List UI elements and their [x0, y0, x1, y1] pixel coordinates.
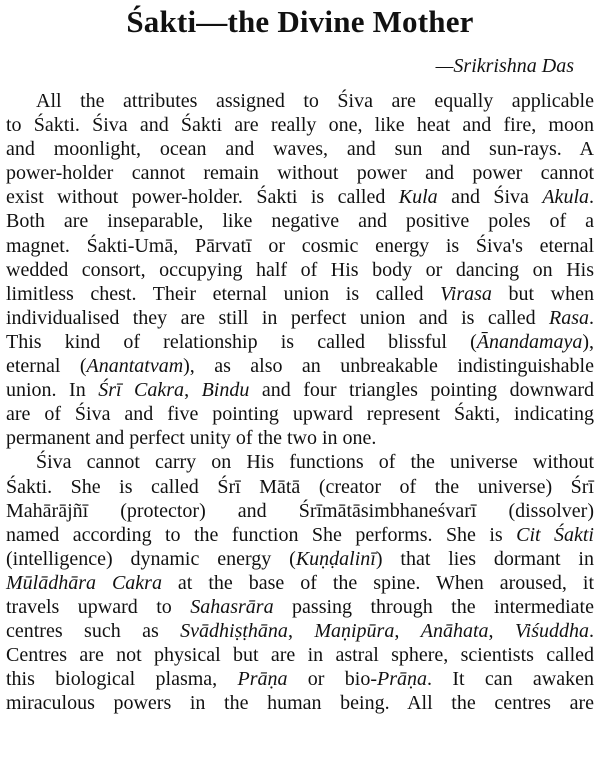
text-run: at the base of the spine. When aroused, it: [161, 571, 595, 594]
text-run: centres such as: [6, 620, 181, 643]
text-run: All the attributes assigned to Śiva are equally applicable: [36, 90, 594, 112]
text-run: power-holder cannot remain without power and power cannot: [6, 162, 594, 185]
text-line: [6, 523, 594, 547]
text-line: [6, 89, 594, 113]
text-run: limitless chest. Their eternal union is called: [6, 282, 441, 305]
italic-term: Svādhiṣṭhāna: [180, 620, 288, 643]
text-line: [6, 475, 594, 499]
paragraph: [6, 89, 594, 450]
text-run: but when: [491, 282, 594, 305]
italic-term: Ānandamaya: [476, 330, 583, 353]
text-line: [6, 282, 594, 306]
text-line: [6, 571, 594, 595]
text-run: ,: [287, 620, 315, 643]
text-run: ,: [394, 620, 421, 643]
text-line: [6, 643, 594, 667]
text-run: are of Śiva and five pointing upward represent Śakti, indicating: [6, 403, 594, 426]
text-line: [6, 234, 594, 258]
italic-term: Kuṇḍalinī: [295, 547, 376, 570]
text-run: wedded consort, occupying half of His body or dancing on His: [6, 258, 594, 281]
text-run: eternal (: [6, 355, 87, 378]
text-run: . It can awaken: [427, 668, 594, 691]
text-line: [6, 619, 594, 643]
text-line: [6, 330, 594, 354]
italic-term: Maṇipūra: [314, 620, 395, 643]
italic-term: Anantatvam: [86, 355, 184, 378]
page-title: Śakti—the Divine Mother: [126, 4, 474, 39]
text-run: individualised they are still in perfect union and is called: [6, 306, 549, 329]
text-line: [6, 691, 594, 715]
text-line: [6, 258, 594, 282]
text-run: miraculous powers in the human being. All the centres are: [6, 692, 594, 715]
italic-term: Cit Śakti: [516, 523, 594, 546]
paragraph: [6, 450, 594, 715]
text-run: Śakti. She is called Śrī Mātā (creator of the universe) Śrī: [6, 475, 594, 498]
text-line: [6, 450, 594, 474]
text-run: (intelligence) dynamic energy (: [6, 547, 296, 570]
text-line: [6, 547, 594, 571]
text-run: and moonlight, ocean and waves, and sun and sun-rays. A: [6, 138, 594, 161]
text-line: [6, 209, 594, 233]
text-run: ,: [488, 620, 515, 643]
text-line: [6, 185, 594, 209]
italic-term: Virasa: [440, 282, 492, 305]
text-line: [6, 499, 594, 523]
author-byline: —Srikrishna Das: [435, 55, 574, 77]
italic-term: Akula: [542, 186, 589, 209]
text-line: [6, 306, 594, 330]
text-run: exist without power-holder. Śakti is called: [6, 186, 399, 209]
text-run: ), as also an unbreakable indistinguishable: [183, 355, 594, 378]
text-run: .: [589, 620, 595, 643]
text-run: .: [589, 186, 594, 209]
text-line: [6, 667, 594, 691]
text-line: [6, 137, 594, 161]
italic-term: Kula: [398, 186, 438, 209]
text-line: [6, 426, 594, 450]
text-run: passing through the intermediate: [273, 595, 594, 618]
text-run: permanent and perfect unity of the two in one.: [6, 427, 377, 450]
text-line: [6, 402, 594, 426]
text-run: .: [589, 306, 594, 329]
text-run: or bio-: [287, 668, 377, 691]
text-run: named according to the function She performs. She is: [6, 523, 517, 546]
italic-term: Prāṇa: [237, 668, 288, 691]
text-run: and Śiva: [437, 186, 543, 209]
text-line: [6, 378, 594, 402]
text-run: to Śakti. Śiva and Śakti are really one, like heat and fire, moon: [6, 114, 594, 137]
text-run: ,: [184, 379, 202, 402]
article-body: [6, 89, 594, 715]
italic-term: Prāṇa: [377, 668, 427, 691]
text-run: Mahārājñī (protector) and Śrīmātāsimbhaneśvarī (dissolver): [6, 499, 594, 522]
text-run: Centres are not physical but are in astral sphere, scientists called: [6, 644, 594, 667]
text-line: [6, 595, 594, 619]
italic-term: Viśuddha: [514, 620, 590, 643]
text-line: [6, 113, 594, 137]
italic-term: Mūlādhāra Cakra: [6, 571, 162, 594]
text-run: This kind of relationship is called blissful (: [6, 330, 477, 353]
italic-term: Bindu: [201, 379, 250, 402]
text-run: ) that lies dormant in: [375, 547, 594, 570]
text-line: [6, 354, 594, 378]
text-line: [6, 161, 594, 185]
italic-term: Śrī Cakra: [98, 379, 185, 402]
text-run: Śiva cannot carry on His functions of the universe without: [36, 451, 594, 474]
italic-term: Sahasrāra: [190, 595, 274, 618]
text-run: ),: [582, 330, 594, 353]
text-run: this biological plasma,: [6, 668, 238, 691]
text-run: magnet. Śakti-Umā, Pārvatī or cosmic energy is Śiva's eternal: [6, 234, 594, 257]
italic-term: Anāhata: [420, 620, 489, 643]
text-run: union. In: [6, 379, 99, 402]
text-run: travels upward to: [6, 595, 191, 618]
text-run: Both are inseparable, like negative and positive poles of a: [6, 210, 594, 233]
italic-term: Rasa: [549, 306, 589, 329]
text-run: and four triangles pointing downward: [249, 379, 594, 402]
